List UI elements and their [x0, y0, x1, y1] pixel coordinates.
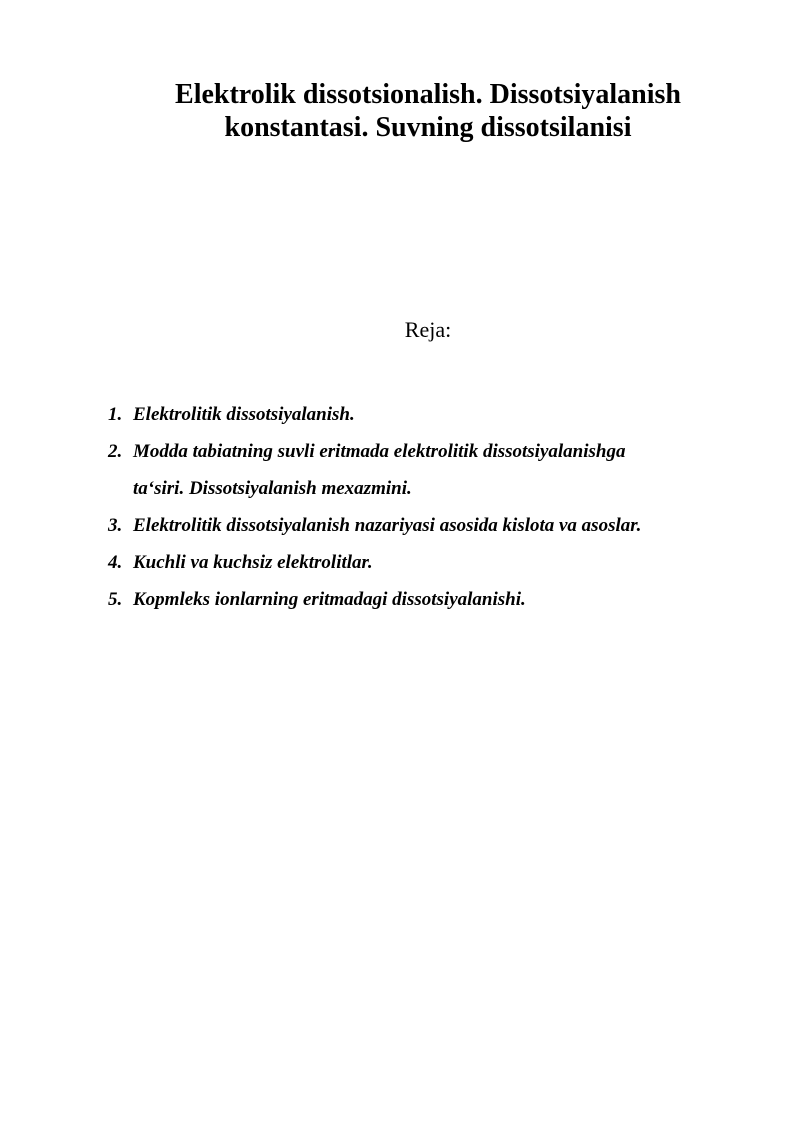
plan-item-number: 4. [108, 552, 123, 573]
document-title-line-2: konstantasi. Suvning dissotsilanisi [224, 112, 632, 143]
plan-item-line: Modda tabiatning suvli eritmada elektrolitik dissotsiyalanishga [133, 441, 626, 462]
plan-item-line: Elektrolitik dissotsiyalanish nazariyasi asosida kislota va asoslar. [133, 515, 642, 536]
plan-item-text [133, 433, 748, 507]
plan-item-number: 5. [108, 589, 123, 610]
plan-item-2 [108, 433, 748, 507]
plan-item-1 [108, 396, 748, 433]
plan-item-text [133, 396, 748, 433]
plan-list [108, 396, 748, 618]
document-title-line-1: Elektrolik dissotsionalish. Dissotsiyalanish [175, 79, 681, 110]
plan-heading: Reja: [404, 317, 452, 342]
plan-item-text [133, 581, 748, 618]
document-title [128, 78, 728, 144]
plan-item-line: Kopmleks ionlarning eritmadagi dissotsiyalanishi. [133, 589, 526, 610]
plan-item-text [133, 544, 748, 581]
plan-item-3 [108, 507, 748, 544]
plan-item-number: 3. [108, 515, 123, 536]
plan-item-number: 1. [108, 404, 123, 425]
plan-item-line: Elektrolitik dissotsiyalanish. [133, 404, 355, 425]
plan-item-4 [108, 544, 748, 581]
plan-item-number: 2. [108, 441, 123, 462]
plan-item-line: ta‘siri. Dissotsiyalanish mexazmini. [133, 478, 412, 499]
plan-item-line: Kuchli va kuchsiz elektrolitlar. [133, 552, 373, 573]
plan-item-text [133, 507, 748, 544]
plan-item-5 [108, 581, 748, 618]
